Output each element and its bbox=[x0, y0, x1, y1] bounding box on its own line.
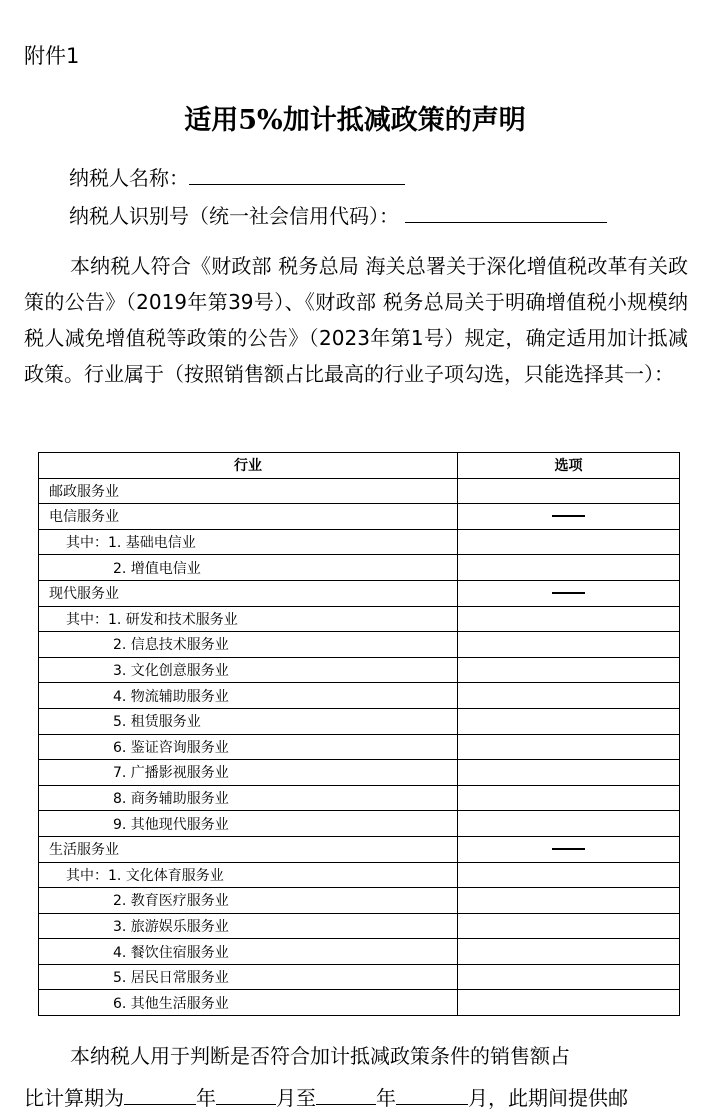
table-row bbox=[39, 990, 680, 1016]
taxpayer-id-blank[interactable] bbox=[405, 202, 607, 223]
header-industry: 行业 bbox=[39, 453, 458, 479]
industry-name: 4. 物流辅助服务业 bbox=[39, 683, 458, 709]
header-option: 选项 bbox=[458, 453, 680, 479]
dash-mark bbox=[552, 592, 585, 594]
table-row bbox=[39, 657, 680, 683]
table-row bbox=[39, 913, 680, 939]
industry-name: 电信服务业 bbox=[39, 504, 458, 530]
industry-name: 2. 增值电信业 bbox=[39, 555, 458, 581]
start-month-blank[interactable] bbox=[216, 1084, 276, 1105]
industry-name: 4. 餐饮住宿服务业 bbox=[39, 939, 458, 965]
option-cell[interactable] bbox=[458, 785, 680, 811]
table-row bbox=[39, 734, 680, 760]
industry-name: 现代服务业 bbox=[39, 580, 458, 606]
table-row bbox=[39, 964, 680, 990]
industry-name: 6. 其他生活服务业 bbox=[39, 990, 458, 1016]
industry-name: 3. 旅游娱乐服务业 bbox=[39, 913, 458, 939]
year-label: 年 bbox=[196, 1086, 216, 1110]
table-row bbox=[39, 785, 680, 811]
option-cell[interactable] bbox=[458, 478, 680, 504]
industry-name: 3. 文化创意服务业 bbox=[39, 657, 458, 683]
option-cell bbox=[458, 580, 680, 606]
table-row bbox=[39, 708, 680, 734]
attachment-label: 附件1 bbox=[24, 44, 80, 68]
industry-table bbox=[38, 452, 680, 1016]
option-cell[interactable] bbox=[458, 964, 680, 990]
end-year-blank[interactable] bbox=[316, 1084, 376, 1105]
option-cell[interactable] bbox=[458, 529, 680, 555]
industry-name: 5. 租赁服务业 bbox=[39, 708, 458, 734]
industry-name: 其中：1. 文化体育服务业 bbox=[39, 862, 458, 888]
option-cell[interactable] bbox=[458, 734, 680, 760]
table-row bbox=[39, 862, 680, 888]
table-row bbox=[39, 811, 680, 837]
option-cell[interactable] bbox=[458, 888, 680, 914]
option-cell[interactable] bbox=[458, 708, 680, 734]
option-cell[interactable] bbox=[458, 913, 680, 939]
option-cell[interactable] bbox=[458, 606, 680, 632]
option-cell[interactable] bbox=[458, 811, 680, 837]
table-header-row bbox=[39, 453, 680, 479]
taxpayer-name-label: 纳税人名称： bbox=[69, 166, 189, 190]
start-year-blank[interactable] bbox=[124, 1084, 196, 1105]
page-title: 适用5%加计抵减政策的声明 bbox=[184, 105, 526, 136]
table-row bbox=[39, 632, 680, 658]
option-cell[interactable] bbox=[458, 683, 680, 709]
table-row bbox=[39, 836, 680, 862]
industry-name: 2. 教育医疗服务业 bbox=[39, 888, 458, 914]
bottom-line-2 bbox=[24, 1086, 628, 1110]
industry-name: 8. 商务辅助服务业 bbox=[39, 785, 458, 811]
taxpayer-id-label: 纳税人识别号（统一社会信用代码）： bbox=[69, 204, 399, 228]
table-row bbox=[39, 478, 680, 504]
industry-name: 6. 鉴证咨询服务业 bbox=[39, 734, 458, 760]
industry-name: 9. 其他现代服务业 bbox=[39, 811, 458, 837]
option-cell bbox=[458, 836, 680, 862]
bottom-paragraph bbox=[24, 1035, 688, 1119]
dash-mark bbox=[552, 848, 585, 850]
industry-name: 5. 居民日常服务业 bbox=[39, 964, 458, 990]
table-row bbox=[39, 580, 680, 606]
table-row bbox=[39, 683, 680, 709]
table-row bbox=[39, 529, 680, 555]
industry-name: 其中：1. 基础电信业 bbox=[39, 529, 458, 555]
table-row bbox=[39, 555, 680, 581]
table-row bbox=[39, 606, 680, 632]
table-row bbox=[39, 888, 680, 914]
intro-paragraph: 本纳税人符合《财政部 税务总局 海关总署关于深化增值税改革有关政策的公告》（2019年第39号）、《财政部 税务总局关于明确增值税小规模纳税人减免增值税等政策的公告》（2023年第1号）规定，确定适用加计抵减政策。行业属于（按照销售额占比最高的行业子项勾选，只能选择其一）： bbox=[24, 254, 688, 386]
period-label: 比计算期为 bbox=[24, 1086, 124, 1110]
table-row bbox=[39, 939, 680, 965]
dash-mark bbox=[552, 515, 585, 517]
option-cell[interactable] bbox=[458, 657, 680, 683]
option-cell[interactable] bbox=[458, 555, 680, 581]
option-cell[interactable] bbox=[458, 862, 680, 888]
option-cell[interactable] bbox=[458, 939, 680, 965]
industry-name: 2. 信息技术服务业 bbox=[39, 632, 458, 658]
table-row bbox=[39, 504, 680, 530]
industry-name: 生活服务业 bbox=[39, 836, 458, 862]
option-cell[interactable] bbox=[458, 760, 680, 786]
taxpayer-name-blank[interactable] bbox=[189, 164, 405, 185]
industry-name: 邮政服务业 bbox=[39, 478, 458, 504]
year-label-2: 年 bbox=[376, 1086, 396, 1110]
month-to-label: 月至 bbox=[276, 1086, 316, 1110]
table-row bbox=[39, 760, 680, 786]
option-cell[interactable] bbox=[458, 990, 680, 1016]
table-body bbox=[39, 478, 680, 1015]
option-cell bbox=[458, 504, 680, 530]
taxpayer-id-row bbox=[69, 200, 607, 229]
bottom-line-1: 本纳税人用于判断是否符合加计抵减政策条件的销售额占 bbox=[70, 1044, 570, 1068]
option-cell[interactable] bbox=[458, 632, 680, 658]
taxpayer-name-row bbox=[69, 162, 405, 191]
industry-name: 7. 广播影视服务业 bbox=[39, 760, 458, 786]
end-month-blank[interactable] bbox=[396, 1084, 468, 1105]
industry-name: 其中：1. 研发和技术服务业 bbox=[39, 606, 458, 632]
month-end-label: 月，此期间提供邮 bbox=[468, 1086, 628, 1110]
